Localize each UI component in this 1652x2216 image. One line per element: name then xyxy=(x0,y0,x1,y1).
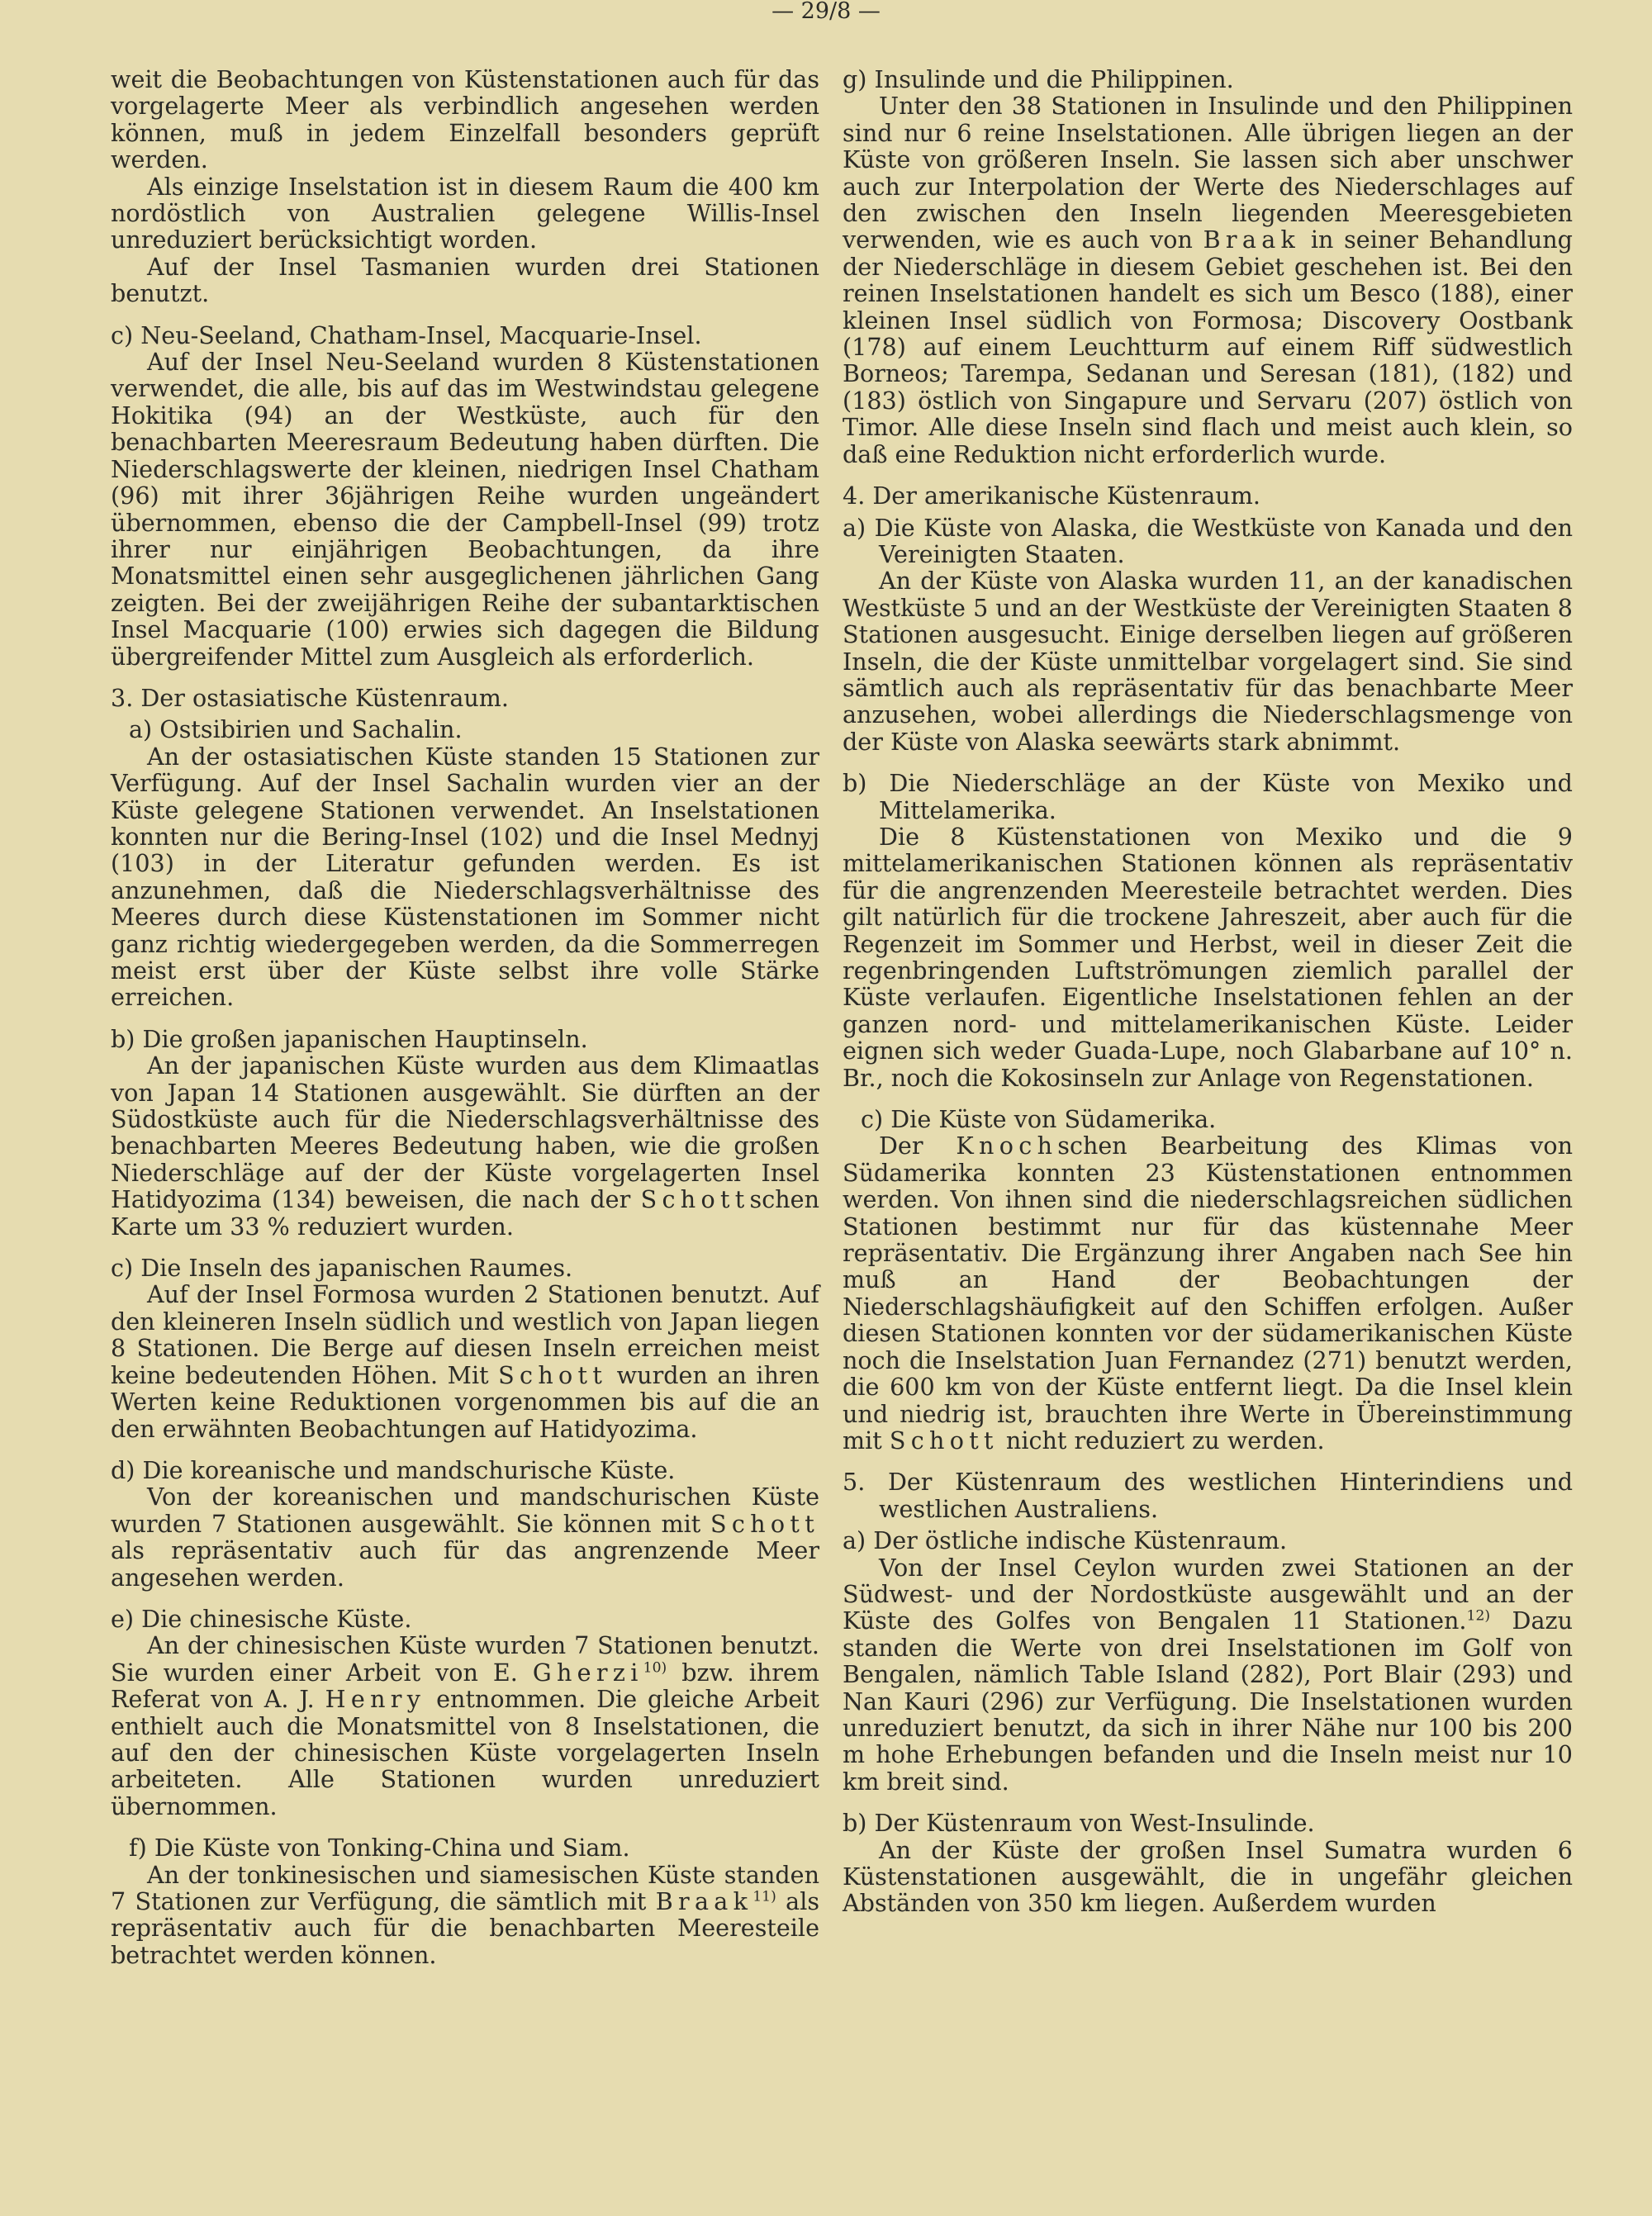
section-heading: b) Die Niederschläge an der Küste von Mexiko und Mittelamerika. xyxy=(843,769,1573,824)
section-heading: a) Der östliche indische Küstenraum. xyxy=(843,1526,1288,1555)
section-heading: a) Ostsibirien und Sachalin. xyxy=(129,715,463,744)
section-heading: c) Neu-Seeland, Chatham-Insel, Macquarie-Insel. xyxy=(111,320,702,349)
paragraph: An der Küste von Alaska wurden 11, an der kanadischen Westküste 5 und an der Westküste der Vereinigten Staaten 8 Stationen ausgesucht. Einige derselben liegen auf größeren Inseln, die der Küste unmittelbar vorgelagert sind. Sie sind sämtlich auch als repräsentativ für das benachbarte Meer anzusehen, wobei allerdings die Niederschlagsmenge von der Küste von Alaska seewärts stark abnimmt. xyxy=(843,567,1573,756)
footnote-ref: 12) xyxy=(1466,1607,1491,1625)
section-heading: c) Die Küste von Südamerika. xyxy=(861,1105,1217,1134)
paragraph: Auf der Insel Neu-Seeland wurden 8 Küstenstationen verwendet, die alle, bis auf das im Westwindstau gelegene Hokitika (94) an der Westküste, auch für den benachbarten Meeresraum Bedeutung haben dürften. Die Niederschlagswerte der kleinen, niedrigen Insel Chatham (96) mit ihrer 36jährigen Reihe wurden ungeändert übernommen, ebenso die der Campbell-Insel (99) trotz ihrer nur einjährigen Beobachtungen, da ihre Monatsmittel einen sehr ausgeglichenen jährlichen Gang zeigten. Bei der zweijährigen Reihe der subantarktischen Insel Macquarie (100) erwies sich dagegen die Bildung übergreifender Mittel zum Ausgleich als erforderlich. xyxy=(111,348,819,671)
section-heading: c) Die Inseln des japanischen Raumes. xyxy=(111,1254,573,1283)
section-heading: 4. Der amerikanische Küstenraum. xyxy=(843,482,1260,510)
section-heading: b) Die großen japanischen Hauptinseln. xyxy=(111,1024,588,1053)
paragraph: weit die Beobachtungen von Küstenstationen auch für das vorgelagerte Meer als verbindlich angesehen werden können, muß in jedem Einzelfall besonders geprüft werden. xyxy=(111,65,819,174)
author-name: Braak xyxy=(655,1887,753,1915)
author-name: Schott xyxy=(498,1360,608,1389)
left-column xyxy=(111,66,819,1968)
page-number: — 29/8 — xyxy=(771,0,881,24)
section-heading: g) Insulinde und die Philippinen. xyxy=(843,65,1234,93)
paragraph: An der Küste der großen Insel Sumatra wurden 6 Küstenstationen ausgewählt, die in ungefähr gleichen Abständen von 350 km liegen. Außerdem wurden xyxy=(843,1835,1573,1918)
author-name: Schott xyxy=(889,1426,999,1454)
section-heading: e) Die chinesische Küste. xyxy=(111,1604,412,1633)
author-name: Henry xyxy=(325,1685,426,1714)
author-name: Schott xyxy=(640,1185,750,1214)
paragraph: Von der Insel Ceylon wurden zwei Stationen an der Südwest- und der Nordostküste ausgewählt und an der Küste des Golfes von Bengalen 11 Stationen.$^{12)}$ Dazu standen die Werte von drei Inselstationen im Golf von Bengalen, nämlich Table Island (282), Port Blair (293) und Nan Kauri (296) zur Verfügung. Die Inselstationen wurden unreduziert benutzt, da sich in ihrer Nähe nur 100 bis 200 m hohe Erhebungen befanden und die Inseln meist nur 10 km breit sind. xyxy=(843,1553,1573,1796)
paragraph: Unter den 38 Stationen in Insulinde und den Philippinen sind nur 6 reine Inselstationen. Alle übrigen liegen an der Küste von größeren Inseln. Sie lassen sich aber unschwer auch zur Interpolation der Werte des Niederschlages auf den zwischen den Inseln liegenden Meeresgebieten verwenden, wie es auch von Braak in seiner Behandlung der Niederschläge in diesem Gebiet geschehen ist. Bei den reinen Inselstationen handelt es sich um Besco (188), einer kleinen Insel südlich von Formosa; Discovery Oostbank (178) auf einem Leuchtturm auf einem Riff südwestlich Borneos; Tarempa, Sedanan und Seresan (181), (182) und (183) östlich von Singapure und Servaru (207) östlich von Timor. Alle diese Inseln sind flach und meist auch klein, so daß eine Reduktion nicht erforderlich wurde. xyxy=(843,92,1573,468)
author-name: Schott xyxy=(710,1509,819,1538)
author-name: Gherzi xyxy=(532,1658,643,1687)
paragraph: Der Knochschen Bearbeitung des Klimas von Südamerika konnten 23 Küstenstationen entnommen werden. Von ihnen sind die niederschlagsreichen südlichen Stationen bestimmt nur für das küstennahe Meer repräsentativ. Die Ergänzung ihrer Angaben nach See hin muß an Hand der Beobachtungen der Niederschlagshäufigkeit auf den Schiffen erfolgen. Außer diesen Stationen konnten vor der südamerikanischen Küste noch die Inselstation Juan Fernandez (271) benutzt werden, die 600 km von der Küste entfernt liegt. Da die Insel klein und niedrig ist, brauchten ihre Werte in Übereinstimmung mit Schott nicht reduziert zu werden. xyxy=(843,1132,1573,1454)
section-heading: 5. Der Küstenraum des westlichen Hinterindiens und westlichen Australiens. xyxy=(843,1468,1573,1523)
paragraph: Die 8 Küstenstationen von Mexiko und die 9 mittelamerikanischen Stationen können als repräsentativ für die angrenzenden Meeresteile betrachtet werden. Dies gilt natürlich für die trockene Jahreszeit, aber auch für die Regenzeit im Sommer und Herbst, weil in dieser Zeit die regenbringenden Luftströmungen ziemlich parallel der Küste verlaufen. Eigentliche Inselstationen fehlen an der ganzen nord- und mittelamerikanischen Küste. Leider eignen sich weder Guada-Lupe, noch Glabarbane auf 10° n. Br., noch die Kokosinseln zur Anlage von Regenstationen. xyxy=(843,822,1573,1092)
section-heading: f) Die Küste von Tonking-China und Siam. xyxy=(129,1834,630,1862)
section-heading: b) Der Küstenraum von West-Insulinde. xyxy=(843,1809,1315,1838)
footnote-ref: 10) xyxy=(643,1659,667,1677)
author-name: Knoch xyxy=(956,1132,1058,1160)
section-heading: a) Die Küste von Alaska, die Westküste von Kanada und den Vereinigten Staaten. xyxy=(843,513,1573,568)
section-heading: d) Die koreanische und mandschurische Küste. xyxy=(111,1455,676,1484)
author-name: Braak xyxy=(1203,225,1301,254)
footnote-ref: 11) xyxy=(752,1888,776,1905)
paragraph: An der chinesischen Küste wurden 7 Stationen benutzt. Sie wurden einer Arbeit von E. Gherzi$^{10)}$ bzw. ihrem Referat von A. J. Henry entnommen. Die gleiche Arbeit enthielt auch die Monatsmittel von 8 Inselstationen, die auf den der chinesischen Küste vorgelagerten Inseln arbeiteten. Alle Stationen wurden unreduziert übernommen. xyxy=(111,1631,819,1820)
paragraph: An der ostasiatischen Küste standen 15 Stationen zur Verfügung. Auf der Insel Sachalin wurden vier an der Küste gelegene Stationen verwendet. An Inselstationen konnten nur die Bering-Insel (102) und die Insel Mednyj (103) in der Literatur gefunden werden. Es ist anzunehmen, daß die Niederschlagsverhältnisse des Meeres durch diese Küstenstationen im Sommer nicht ganz richtig wiedergegeben werden, da die Sommerregen meist erst über der Küste selbst ihre volle Stärke erreichen. xyxy=(111,742,819,1012)
paragraph: Von der koreanischen und mandschurischen Küste wurden 7 Stationen ausgewählt. Sie können mit Schott als repräsentativ auch für das angrenzende Meer angesehen werden. xyxy=(111,1483,819,1592)
paragraph: Auf der Insel Tasmanien wurden drei Stationen benutzt. xyxy=(111,252,819,308)
paragraph: An der tonkinesischen und siamesischen Küste standen 7 Stationen zur Verfügung, die sämtlich mit Braak$^{11)}$ als repräsentativ auch für die benachbarten Meeresteile betrachtet werden können. xyxy=(111,1860,820,1969)
paragraph: Auf der Insel Formosa wurden 2 Stationen benutzt. Auf den kleineren Inseln südlich und westlich von Japan liegen 8 Stationen. Die Berge auf diesen Inseln erreichen meist keine bedeutenden Höhen. Mit Schott wurden an ihren Werten keine Reduktionen vorgenommen bis auf die an den erwähnten Beobachtungen auf Hatidyozima. xyxy=(111,1280,819,1443)
paragraph: An der japanischen Küste wurden aus dem Klimaatlas von Japan 14 Stationen ausgewählt. Sie dürften an der Südostküste auch für die Niederschlagsverhältnisse des benachbarten Meeres Bedeutung haben, wie die großen Niederschläge auf der der Küste vorgelagerten Insel Hatidyozima (134) beweisen, die nach der Schottschen Karte um 33 % reduziert wurden. xyxy=(111,1051,819,1241)
paragraph: Als einzige Inselstation ist in diesem Raum die 400 km nordöstlich von Australien gelegene Willis-Insel unreduziert berücksichtigt worden. xyxy=(111,172,819,254)
section-heading: 3. Der ostasiatische Küstenraum. xyxy=(111,683,510,712)
right-column xyxy=(843,66,1573,1917)
